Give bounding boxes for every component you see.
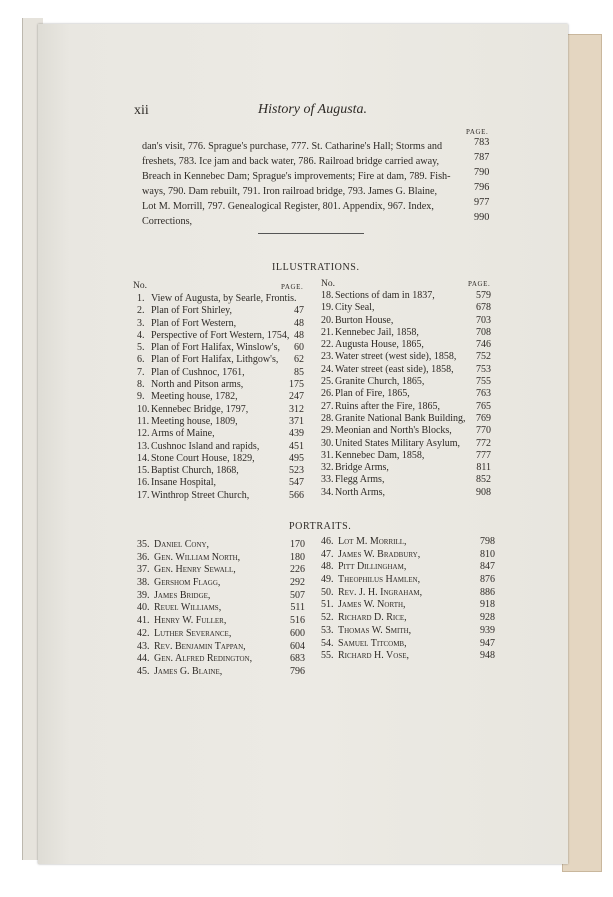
item-number: 21.	[321, 326, 334, 338]
list-item	[321, 612, 495, 625]
item-number: 52.	[321, 612, 334, 624]
item-number: 14.	[137, 452, 150, 464]
item-page: 60	[294, 342, 304, 354]
item-number: 32.	[321, 462, 334, 474]
list-item	[137, 564, 305, 577]
item-number: 49.	[321, 574, 334, 586]
item-title: Plan of Fort Western,	[151, 317, 237, 329]
item-page: 763	[476, 388, 491, 400]
list-item	[321, 487, 491, 499]
list-item	[137, 666, 305, 679]
illustrations-list-left	[137, 293, 304, 502]
item-title: Baptist Church, 1868,	[151, 465, 239, 477]
list-item	[137, 590, 305, 603]
illustrations-no-label-left: No.	[133, 281, 147, 291]
item-title: United States Military Asylum,	[335, 437, 460, 449]
item-number: 28.	[321, 412, 334, 424]
item-page: 708	[476, 326, 491, 338]
item-number: 5.	[137, 342, 145, 354]
item-number: 19.	[321, 302, 334, 314]
item-page: 523	[289, 465, 304, 477]
list-item	[137, 602, 305, 615]
item-title: Plan of Fire, 1865,	[335, 388, 410, 400]
item-page: 451	[289, 440, 304, 452]
item-page: 947	[480, 637, 495, 649]
contents-line: dan's visit, 776. Sprague's purchase, 777. St. Catharine's Hall; Storms and	[142, 141, 443, 152]
item-title: Gen. William North,	[154, 551, 241, 563]
item-number: 36.	[137, 551, 150, 563]
item-page: 908	[476, 486, 491, 498]
item-number: 38.	[137, 577, 150, 589]
item-title: Meeting house, 1782,	[151, 391, 238, 403]
list-item	[321, 638, 495, 651]
item-page: 371	[289, 415, 304, 427]
item-number: 24.	[321, 363, 334, 375]
item-title: Kennebec Bridge, 1797,	[151, 403, 249, 415]
item-title: Thomas W. Smith,	[338, 624, 412, 636]
item-title: Insane Hospital,	[151, 477, 216, 489]
item-number: 26.	[321, 388, 334, 400]
item-page: 928	[480, 612, 495, 624]
item-number: 27.	[321, 400, 334, 412]
item-number: 50.	[321, 586, 334, 598]
item-title: Plan of Cushnoc, 1761,	[151, 366, 245, 378]
list-item	[137, 615, 305, 628]
item-number: 17.	[137, 489, 150, 501]
item-title: Water street (east side), 1858,	[335, 363, 454, 375]
item-page: 852	[476, 474, 491, 486]
list-item	[137, 367, 304, 379]
item-page: 752	[476, 351, 491, 363]
item-title: Bridge Arms,	[335, 462, 389, 474]
contents-line: ways, 790. Dam rebuilt, 791. Iron railroad bridge, 793. James G. Blaine,	[142, 186, 438, 197]
section-divider	[258, 233, 364, 234]
list-item	[137, 577, 305, 590]
contents-page-label: PAGE.	[466, 128, 489, 136]
item-number: 1.	[137, 293, 145, 304]
item-number: 51.	[321, 599, 334, 611]
list-item	[321, 327, 491, 339]
list-item	[321, 650, 495, 663]
item-title: Water street (west side), 1858,	[335, 351, 457, 363]
list-item	[321, 315, 491, 327]
item-title: Sections of dam in 1837,	[335, 290, 435, 301]
item-page: 769	[476, 412, 491, 424]
item-page: 772	[476, 437, 491, 449]
item-page: 798	[480, 536, 495, 547]
item-page: 47	[294, 305, 304, 317]
item-number: 15.	[137, 465, 150, 477]
list-item	[137, 305, 304, 317]
item-number: 11.	[137, 415, 150, 427]
item-title: Plan of Fort Halifax, Lithgow's,	[151, 354, 279, 366]
item-page: 439	[289, 428, 304, 440]
item-title: Daniel Cony,	[154, 539, 210, 550]
illustrations-heading: ILLUSTRATIONS.	[272, 262, 360, 273]
item-page: 811	[476, 462, 491, 474]
item-number: 2.	[137, 305, 145, 317]
item-title: Gershom Flagg,	[154, 577, 221, 589]
item-number: 41.	[137, 615, 150, 627]
list-item	[137, 391, 304, 403]
running-title: History of Augusta.	[258, 102, 368, 117]
item-number: 8.	[137, 379, 145, 391]
item-number: 46.	[321, 536, 334, 547]
list-item	[321, 438, 491, 450]
list-item	[321, 302, 491, 314]
book-page-edge	[562, 34, 602, 872]
item-page: 703	[476, 314, 491, 326]
item-page: 226	[290, 564, 305, 576]
item-title: James Bridge,	[154, 589, 211, 601]
item-number: 23.	[321, 351, 334, 363]
item-title: Plan of Fort Halifax, Winslow's,	[151, 342, 280, 354]
contents-page-number: 783	[474, 137, 490, 148]
item-title: Rev. Benjamin Tappan,	[154, 640, 246, 652]
list-item	[137, 354, 304, 366]
item-number: 55.	[321, 650, 334, 662]
list-item	[137, 342, 304, 354]
item-page: 886	[480, 586, 495, 598]
item-page: 939	[480, 624, 495, 636]
list-item	[321, 351, 491, 363]
item-number: 25.	[321, 376, 334, 388]
list-item	[321, 462, 491, 474]
item-title: Gen. Alfred Redington,	[154, 653, 253, 665]
item-title: Perspective of Fort Western, 1754,	[151, 329, 290, 341]
item-page: 579	[476, 290, 491, 301]
list-item	[321, 376, 491, 388]
item-number: 16.	[137, 477, 150, 489]
item-title: Richard D. Rice,	[338, 612, 407, 624]
item-title: James G. Blaine,	[154, 665, 223, 677]
contents-page-number: 790	[474, 167, 490, 178]
item-title: View of Augusta, by Searle, Frontis.	[151, 293, 297, 304]
item-page: 746	[476, 339, 491, 351]
item-title: Stone Court House, 1829,	[151, 452, 255, 464]
item-title: North Arms,	[335, 486, 385, 498]
list-item	[137, 628, 305, 641]
item-title: Gen. Henry Sewall,	[154, 564, 236, 576]
item-page: 918	[480, 599, 495, 611]
illustrations-no-label-right: No.	[321, 279, 335, 289]
portraits-list-right	[321, 536, 495, 663]
item-page: 876	[480, 574, 495, 586]
item-number: 20.	[321, 314, 334, 326]
portraits-heading: PORTRAITS.	[289, 521, 352, 532]
contents-page-number: 990	[474, 212, 490, 223]
list-item	[137, 641, 305, 654]
item-number: 45.	[137, 665, 150, 677]
contents-line: Lot M. Morrill, 797. Genealogical Register, 801. Appendix, 967. Index,	[142, 201, 434, 212]
item-page: 247	[289, 391, 304, 403]
list-item	[137, 653, 305, 666]
item-number: 40.	[137, 602, 150, 614]
item-number: 30.	[321, 437, 334, 449]
list-item	[137, 477, 304, 489]
item-page: 516	[290, 615, 305, 627]
list-item	[137, 465, 304, 477]
item-page: 180	[290, 551, 305, 563]
item-page: 507	[290, 589, 305, 601]
item-number: 4.	[137, 329, 145, 341]
list-item	[321, 574, 495, 587]
item-number: 9.	[137, 391, 145, 403]
item-page: 753	[476, 363, 491, 375]
list-item	[137, 404, 304, 416]
item-number: 6.	[137, 354, 145, 366]
list-item	[321, 474, 491, 486]
item-title: Plan of Fort Shirley,	[151, 305, 233, 317]
item-number: 37.	[137, 564, 150, 576]
list-item	[321, 599, 495, 612]
item-page: 566	[289, 489, 304, 501]
item-page: 847	[480, 561, 495, 573]
item-number: 54.	[321, 637, 334, 649]
item-page: 604	[290, 640, 305, 652]
item-title: Burton House,	[335, 314, 394, 326]
item-page: 683	[290, 653, 305, 665]
item-page: 292	[290, 577, 305, 589]
contents-line: Breach in Kennebec Dam; Sprague's improvements; Fire at dam, 789. Fish-	[142, 171, 451, 182]
item-number: 33.	[321, 474, 334, 486]
list-item	[137, 441, 304, 453]
list-item	[137, 318, 304, 330]
item-title: Meonian and North's Blocks,	[335, 425, 452, 437]
item-title: Winthrop Street Church,	[151, 489, 250, 501]
item-title: James W. North,	[338, 599, 406, 611]
item-page: 948	[480, 650, 495, 662]
item-number: 43.	[137, 640, 150, 652]
item-title: Luther Severance,	[154, 627, 232, 639]
item-number: 3.	[137, 317, 145, 329]
item-title: Pitt Dillingham,	[338, 561, 407, 573]
item-title: Ruins after the Fire, 1865,	[335, 400, 440, 412]
item-title: Flegg Arms,	[335, 474, 385, 486]
item-number: 44.	[137, 653, 150, 665]
list-item	[137, 552, 305, 565]
item-page: 511	[290, 602, 305, 614]
item-page: 170	[290, 539, 305, 550]
item-title: Samuel Titcomb,	[338, 637, 407, 649]
item-title: Cushnoc Island and rapids,	[151, 440, 260, 452]
item-title: Rev. J. H. Ingraham,	[338, 586, 423, 598]
list-item	[321, 625, 495, 638]
item-number: 12.	[137, 428, 150, 440]
list-item	[321, 364, 491, 376]
list-item	[321, 561, 495, 574]
item-page: 600	[290, 627, 305, 639]
item-number: 13.	[137, 440, 150, 452]
contents-page-numbers	[474, 135, 489, 225]
list-item	[137, 539, 305, 552]
item-number: 53.	[321, 624, 334, 636]
item-number: 18.	[321, 290, 334, 301]
item-page: 810	[480, 548, 495, 560]
item-title: Reuel Williams,	[154, 602, 222, 614]
contents-line: freshets, 783. Ice jam and back water, 786. Railroad bridge carried away,	[142, 156, 440, 167]
item-page: 796	[290, 665, 305, 677]
list-item	[321, 388, 491, 400]
page-number: xii	[134, 103, 149, 118]
item-page: 770	[476, 425, 491, 437]
item-title: Theophilus Hamlen,	[338, 574, 421, 586]
list-item	[137, 416, 304, 428]
item-number: 35.	[137, 539, 150, 550]
list-item	[321, 549, 495, 562]
portraits-list-left	[137, 539, 305, 679]
item-title: City Seal,	[335, 302, 375, 314]
list-item	[137, 490, 304, 502]
item-page: 62	[294, 354, 304, 366]
list-item	[137, 379, 304, 391]
item-title: Kennebec Dam, 1858,	[335, 449, 425, 461]
item-page: 85	[294, 366, 304, 378]
item-number: 22.	[321, 339, 334, 351]
item-title: Lot M. Morrill,	[338, 536, 407, 547]
contents-page-number: 787	[474, 152, 490, 163]
list-item	[321, 339, 491, 351]
item-number: 34.	[321, 486, 334, 498]
contents-line: Corrections,	[142, 216, 193, 227]
list-item	[321, 401, 491, 413]
list-item	[137, 293, 304, 305]
illustrations-list-right	[321, 290, 491, 499]
contents-page-number: 977	[474, 197, 490, 208]
item-page: 48	[294, 317, 304, 329]
item-page: 755	[476, 376, 491, 388]
item-page: 48	[294, 329, 304, 341]
list-item	[137, 453, 304, 465]
illustrations-page-label-left: PAGE.	[281, 283, 304, 291]
item-title: James W. Bradbury,	[338, 548, 421, 560]
list-item	[321, 536, 495, 549]
item-number: 39.	[137, 589, 150, 601]
item-number: 10.	[137, 403, 150, 415]
list-item	[137, 428, 304, 440]
list-item	[321, 450, 491, 462]
item-page: 765	[476, 400, 491, 412]
item-page: 312	[289, 403, 304, 415]
illustrations-page-label-right: PAGE.	[468, 280, 491, 288]
item-title: Granite Church, 1865,	[335, 376, 425, 388]
item-number: 42.	[137, 627, 150, 639]
contents-paragraph	[142, 139, 464, 229]
item-number: 47.	[321, 548, 334, 560]
item-page: 777	[476, 449, 491, 461]
item-page: 495	[289, 452, 304, 464]
item-title: Augusta House, 1865,	[335, 339, 424, 351]
item-number: 31.	[321, 449, 334, 461]
item-title: Henry W. Fuller,	[154, 615, 227, 627]
item-title: Meeting house, 1809,	[151, 415, 238, 427]
list-item	[321, 290, 491, 302]
list-item	[321, 413, 491, 425]
item-page: 547	[289, 477, 304, 489]
item-number: 7.	[137, 366, 145, 378]
list-item	[321, 587, 495, 600]
item-number: 48.	[321, 561, 334, 573]
list-item	[137, 330, 304, 342]
list-item	[321, 425, 491, 437]
item-page: 678	[476, 302, 491, 314]
item-number: 29.	[321, 425, 334, 437]
item-title: North and Pitson arms,	[151, 379, 244, 391]
item-page: 175	[289, 379, 304, 391]
item-title: Arms of Maine,	[151, 428, 215, 440]
item-title: Granite National Bank Building,	[335, 412, 466, 424]
item-title: Richard H. Vose,	[338, 650, 409, 662]
item-title: Kennebec Jail, 1858,	[335, 326, 419, 338]
contents-page-number: 796	[474, 182, 490, 193]
